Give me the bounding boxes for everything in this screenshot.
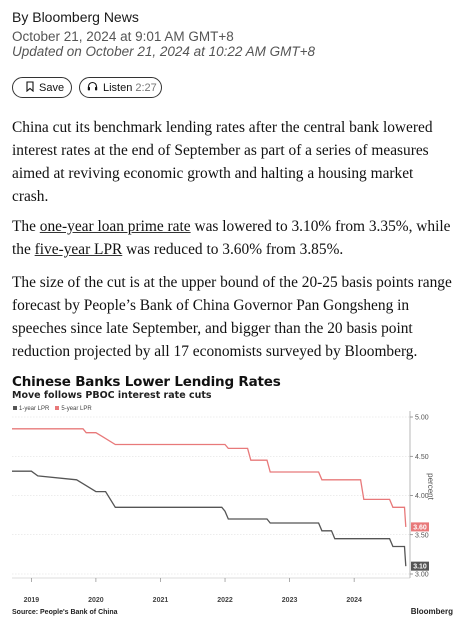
x-tick-label: 2021 bbox=[152, 597, 169, 604]
headphones-icon bbox=[87, 81, 98, 94]
save-label: Save bbox=[39, 81, 65, 94]
series-line-1y bbox=[12, 471, 406, 566]
published-date: October 21, 2024 at 9:01 AM GMT+8 bbox=[12, 29, 234, 44]
y-tick-label: 5.00 bbox=[415, 414, 429, 422]
bloomberg-logo: Bloomberg bbox=[410, 607, 453, 616]
x-tick-label: 2022 bbox=[217, 597, 233, 604]
listen-button[interactable] bbox=[79, 77, 162, 98]
lending-rates-chart bbox=[10, 372, 453, 622]
byline: By Bloomberg News bbox=[12, 9, 139, 25]
paragraph-1: China cut its benchmark lending rates after the central bank lowered interest rates at the end of September as part of a series of measures aimed at reviving economic growth and halting a housing market crash. bbox=[12, 119, 433, 205]
y-tick-label: 3.00 bbox=[415, 571, 429, 579]
series-line-5y bbox=[12, 429, 406, 527]
chart-title: Chinese Banks Lower Lending Rates bbox=[12, 374, 281, 390]
legend-label-1y: 1-year LPR bbox=[19, 406, 50, 412]
x-tick-label: 2023 bbox=[281, 597, 298, 604]
chart-subtitle: Move follows PBOC interest rate cuts bbox=[12, 390, 212, 401]
listen-label: Listen bbox=[103, 81, 133, 94]
paragraph-3: The size of the cut is at the upper bound of the 20-25 basis points range forecast by People’s Bank of China Governor Pan Gongsheng in speeches since late September, and bigger than the 20 basis point reduction projected by all 17 economists surveyed by Bloomberg. bbox=[12, 274, 452, 360]
p2-text-after: was reduced to 3.60% from 3.85%. bbox=[122, 241, 344, 258]
y-tick-label: 4.00 bbox=[415, 493, 429, 500]
x-tick-label: 2024 bbox=[346, 597, 362, 604]
bookmark-icon bbox=[26, 81, 34, 95]
p2-text-mid: was lowered to 3.10% from 3.35%, while the bbox=[12, 218, 451, 258]
chart-source: Source: People's Bank of China bbox=[12, 609, 118, 616]
y-tick-label: 4.50 bbox=[415, 453, 429, 461]
end-label-1y: 3.10 bbox=[413, 563, 427, 571]
updated-date: Updated on October 21, 2024 at 10:22 AM GMT+8 bbox=[12, 44, 316, 59]
y-tick-label: 3.50 bbox=[415, 532, 429, 540]
save-button[interactable] bbox=[12, 77, 72, 98]
x-tick-label: 2020 bbox=[88, 597, 104, 604]
one-year-lpr-link[interactable]: one-year loan prime rate bbox=[39, 218, 191, 235]
paragraph-2 bbox=[12, 215, 452, 261]
chart-plot bbox=[10, 372, 453, 622]
legend-label-5y: 5-year LPR bbox=[61, 406, 92, 412]
p2-text-before: The bbox=[12, 218, 40, 235]
five-year-lpr-link[interactable]: five-year LPR bbox=[34, 241, 123, 258]
y-axis-label: percent bbox=[426, 473, 436, 500]
end-label-5y: 3.60 bbox=[413, 524, 427, 532]
x-tick-label: 2019 bbox=[23, 597, 40, 604]
listen-duration: 2:27 bbox=[135, 81, 157, 94]
